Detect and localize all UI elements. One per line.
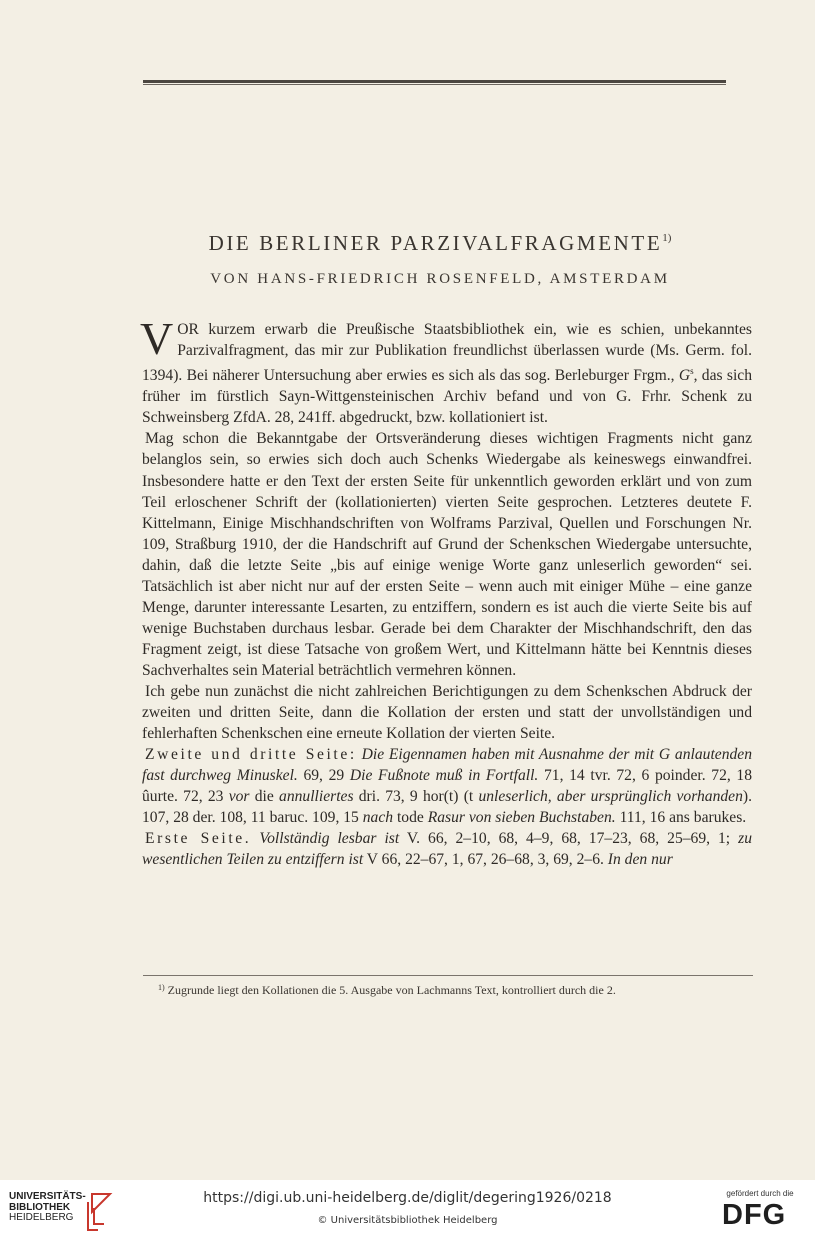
text-run: V. 66, 2–10, 68, 4–9, 68, 17–23, 68, 25–69, 1;	[399, 830, 739, 848]
paragraph-3: Ich gebe nun zunächst die nicht zahlreichen Berichtigungen zu dem Schenkschen Abdruck der zweiten und dritten Seite, dann die Kollation der ersten und statt der unvollständigen und fehlerhaften Schenkschen eine erneute Kollation der vierten Seite.	[142, 682, 752, 743]
logo-line-2: BIBLIOTHEK	[9, 1201, 71, 1213]
paragraph-1-text-b: , das sich früher im fürstlich Sayn-Wittgensteinischen Archiv befand und von G. Frhr. Schenk zu Schweinsberg ZfdA. 28, 241ff. abgedruckt, bzw. kollationiert ist.	[142, 367, 752, 427]
article-title	[140, 231, 740, 256]
italic-note: In den nur	[607, 851, 673, 869]
paragraph-1-text-a: kurzem erwarb die Preußische Staatsbibliothek ein, wie es schien, unbekanntes Parzivalfragment, das mir zur Publikation freundlichst überlassen wurde (Ms. Germ. fol. 1394). Bei näherer Untersuchung aber erwies es sich als das sog. Berleburger Frgm.,	[142, 321, 752, 385]
text-run: V 66, 22–67, 1, 67, 26–68, 3, 69, 2–6.	[363, 851, 608, 869]
library-emblem-icon	[82, 1190, 114, 1232]
title-footnote-mark: 1)	[662, 232, 672, 244]
article-author: VON HANS-FRIEDRICH ROSENFELD, AMSTERDAM	[210, 271, 670, 287]
footnote-text: Zugrunde liegt den Kollationen die 5. Ausgabe von Lachmanns Text, kontrolliert durch die 2.	[164, 983, 616, 997]
italic-note: vor	[228, 788, 250, 806]
body-text	[140, 313, 753, 870]
top-rule	[143, 80, 726, 85]
section-heading-erste: Erste Seite.	[145, 830, 252, 848]
drop-cap: V	[140, 313, 174, 364]
permalink-url[interactable]: https://digi.ub.uni-heidelberg.de/diglit/degering1926/0218	[203, 1190, 612, 1206]
footnote-rule	[143, 975, 753, 976]
title-text: DIE BERLINER PARZIVALFRAGMENTE	[208, 231, 663, 255]
copyright-notice: © Universitätsbibliothek Heidelberg	[317, 1215, 498, 1226]
manuscript-sigil: G	[678, 367, 691, 385]
paragraph-2: Mag schon die Bekanntgabe der Ortsveränderung dieses wichtigen Fragments nicht ganz belanglos sein, so erwies sich doch auch Schenks Wiedergabe als keineswegs einwandfrei. Insbesondere hatte er den Text der ersten Seite für unkenntlich geworden erklärt und von zum Teil erloschener Schrift der (kollationierten) vierten Seite gesprochen. Letzteres deutete F. Kittelmann, Einige Mischhandschriften von Wolframs Parzival, Quellen und Forschungen Nr. 109, Straßburg 1910, der die Handschrift auf Grund der Schenkschen Wiedergabe untersuchte, dahin, daß die letzte Seite „bis auf einige wenige Worte ganz unleserlich geworden“ sei. Tatsächlich ist aber nicht nur auf der ersten Seite – wenn auch mit einiger Mühe – eine ganze Menge, darunter interessante Lesarten, zu entziffern, sondern es ist auch die vierte Seite bis auf wenige Buchstaben durchaus lesbar. Gerade bei dem Charakter der Mischhandschrift, den das Fragment zeigt, ist diese Tatsache von großem Wert, und Kittelmann hätte bei Kenntnis dieses Sachverhaltes sein Material beträchtlich vermehren können.	[142, 430, 752, 679]
manuscript-sigil-sup: s	[690, 366, 694, 377]
text-run: 71, 14 tvr. 72, 6 poinder. 72, 18 ûurte. 72, 23	[142, 767, 753, 806]
text-run: ). 107, 28 der. 108, 11 baruc. 109, 15	[142, 788, 752, 827]
lead-caps: OR	[177, 321, 199, 338]
paragraph-5	[142, 828, 752, 870]
logo-line-3: HEIDELBERG	[9, 1212, 74, 1223]
italic-note: unleserlich, aber ursprünglich vorhanden	[478, 788, 743, 806]
sponsor-caption: gefördert durch die	[726, 1189, 794, 1198]
footer-bar	[0, 1180, 815, 1239]
italic-note: Vollständig lesbar ist	[259, 830, 400, 848]
footnote	[158, 983, 758, 998]
logo-line-1: UNIVERSITÄTS-	[9, 1191, 86, 1202]
text-run: 111, 16 ans barukes.	[615, 809, 747, 827]
university-library-logo[interactable]	[9, 1192, 86, 1224]
dfg-logo[interactable]: DFG	[722, 1199, 787, 1231]
text-run: dri. 73, 9 hor(t) (t	[353, 788, 479, 806]
italic-note: Die Eigennamen haben mit Ausnahme der mit G anlautenden fast durchweg Minuskel.	[142, 746, 753, 785]
text-run: die	[249, 788, 280, 806]
italic-note: zu wesentlichen Teilen zu entziffern ist	[142, 830, 753, 869]
paragraph-1	[140, 313, 752, 428]
italic-note: nach	[362, 809, 394, 827]
italic-note: Die Fußnote muß in Fortfall.	[349, 767, 539, 785]
text-run: tode	[393, 809, 428, 827]
footnote-mark: 1)	[158, 983, 165, 992]
text-run: 69, 29	[297, 767, 350, 785]
italic-note: annulliertes	[279, 788, 354, 806]
paragraph-4	[142, 744, 752, 828]
italic-note: Rasur von sieben Buchstaben.	[427, 809, 616, 827]
section-heading-zweite: Zweite und dritte Seite:	[145, 746, 357, 764]
